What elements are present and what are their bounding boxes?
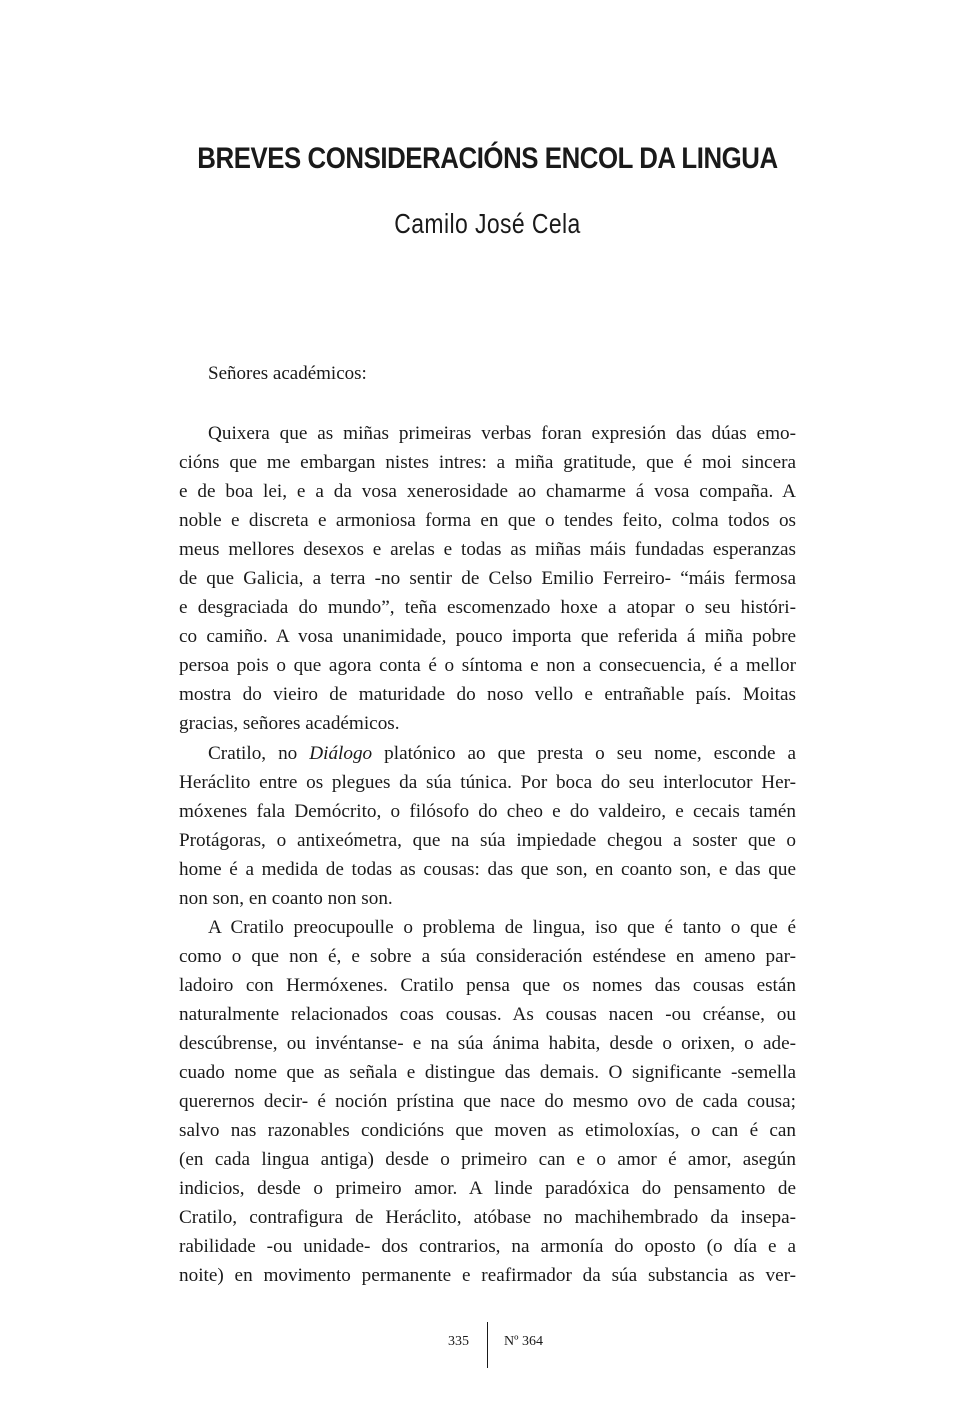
text-line: e desgraciada do mundo”, teña escomenzado hoxe a atopar o seu históri-	[179, 597, 796, 619]
salutation: Señores académicos:	[208, 363, 367, 384]
page-footer	[0, 1322, 975, 1370]
text-line: mostra do vieiro de maturidade do noso vello e entrañable país. Moitas	[179, 684, 796, 706]
text-line: como o que non é, e sobre a súa consideración esténdese en ameno par-	[179, 945, 796, 967]
text-line: A Cratilo preocupoulle o problema de lingua, iso que é tanto o que é	[208, 916, 796, 938]
author-name: Camilo José Cela	[394, 208, 581, 239]
paragraph-1	[179, 419, 796, 739]
text-line: noble e discreta e armoniosa forma en que o tendes feito, colma todos os	[179, 510, 796, 532]
article-body	[179, 419, 796, 1290]
text-line: Protágoras, o antixeómetra, que na súa impiedade chegou a soster que o	[179, 829, 796, 851]
text-line: home é a medida de todas as cousas: das que son, en coanto son, e das que	[179, 858, 796, 880]
text-line: cuado nome que as señala e distingue das demais. O significante -semella	[179, 1062, 796, 1084]
text-line: móxenes fala Demócrito, o filósofo do cheo e do valdeiro, e cecais tamén	[179, 800, 796, 822]
text-line: e de boa lei, e a da vosa xenerosidade ao chamarme á vosa compaña. A	[179, 481, 796, 503]
text-line: gracias, señores académicos.	[179, 713, 400, 735]
text-line: non son, en coanto non son.	[179, 887, 393, 909]
text-line: naturalmente relacionados coas cousas. As cousas nacen -ou créanse, ou	[179, 1003, 796, 1025]
text-line: persoa pois o que agora conta é o síntoma e non a consecuencia, é a mellor	[179, 655, 796, 677]
text-line: (en cada lingua antiga) desde o primeiro can e o amor é amor, asegún	[179, 1149, 796, 1171]
text-line: de que Galicia, a terra -no sentir de Celso Emilio Ferreiro- “máis fermosa	[179, 568, 796, 590]
dialogue-title: Diálogo	[309, 742, 373, 764]
paragraph-3	[179, 913, 796, 1291]
issue-number: Nº 364	[504, 1334, 543, 1349]
text-line: Quixera que as miñas primeiras verbas foran expresión das dúas emo-	[208, 423, 796, 444]
text-segment: platónico ao que presta o seu nome, esconde a	[372, 742, 796, 764]
page-number: 335	[448, 1334, 469, 1349]
text-line: ladoiro con Hermóxenes. Cratilo pensa que os nomes das cousas están	[179, 974, 796, 996]
text-line: co camiño. A vosa unanimidade, pouco importa que referida á miña pobre	[179, 626, 796, 648]
article-title: BREVES CONSIDERACIÓNS ENCOL DA LINGUA	[197, 142, 778, 175]
text-line: Cratilo, contrafigura de Heráclito, atóbase no machihembrado da insepa-	[179, 1207, 796, 1229]
text-line: indicios, desde o primeiro amor. A linde paradóxica do pensamento de	[179, 1178, 796, 1200]
text-line: querernos decir- é noción prístina que nace do mesmo ovo de cada cousa;	[179, 1091, 796, 1113]
text-line: meus mellores desexos e arelas e todas as miñas máis fundadas esperanzas	[179, 539, 796, 561]
text-line	[179, 739, 796, 768]
text-line: descúbrense, ou invéntanse- e na súa ánima habita, desde o orixen, o ade-	[179, 1032, 796, 1054]
text-line: rabilidade -ou unidade- dos contrarios, na armonía do oposto (o día e a	[179, 1236, 796, 1258]
paragraph-2	[179, 739, 796, 913]
footer-divider	[487, 1322, 488, 1368]
text-line: cións que me embargan nistes intres: a miña gratitude, que é moi sincera	[179, 452, 796, 474]
text-segment: Cratilo, no	[208, 742, 310, 764]
text-line: salvo nas razonables condicións que moven as etimoloxías, o can é can	[179, 1120, 796, 1142]
text-line: Heráclito entre os plegues da súa túnica. Por boca do seu interlocutor Her-	[179, 771, 796, 793]
text-line: noite) en movimento permanente e reafirmador da súa substancia as ver-	[179, 1265, 796, 1287]
